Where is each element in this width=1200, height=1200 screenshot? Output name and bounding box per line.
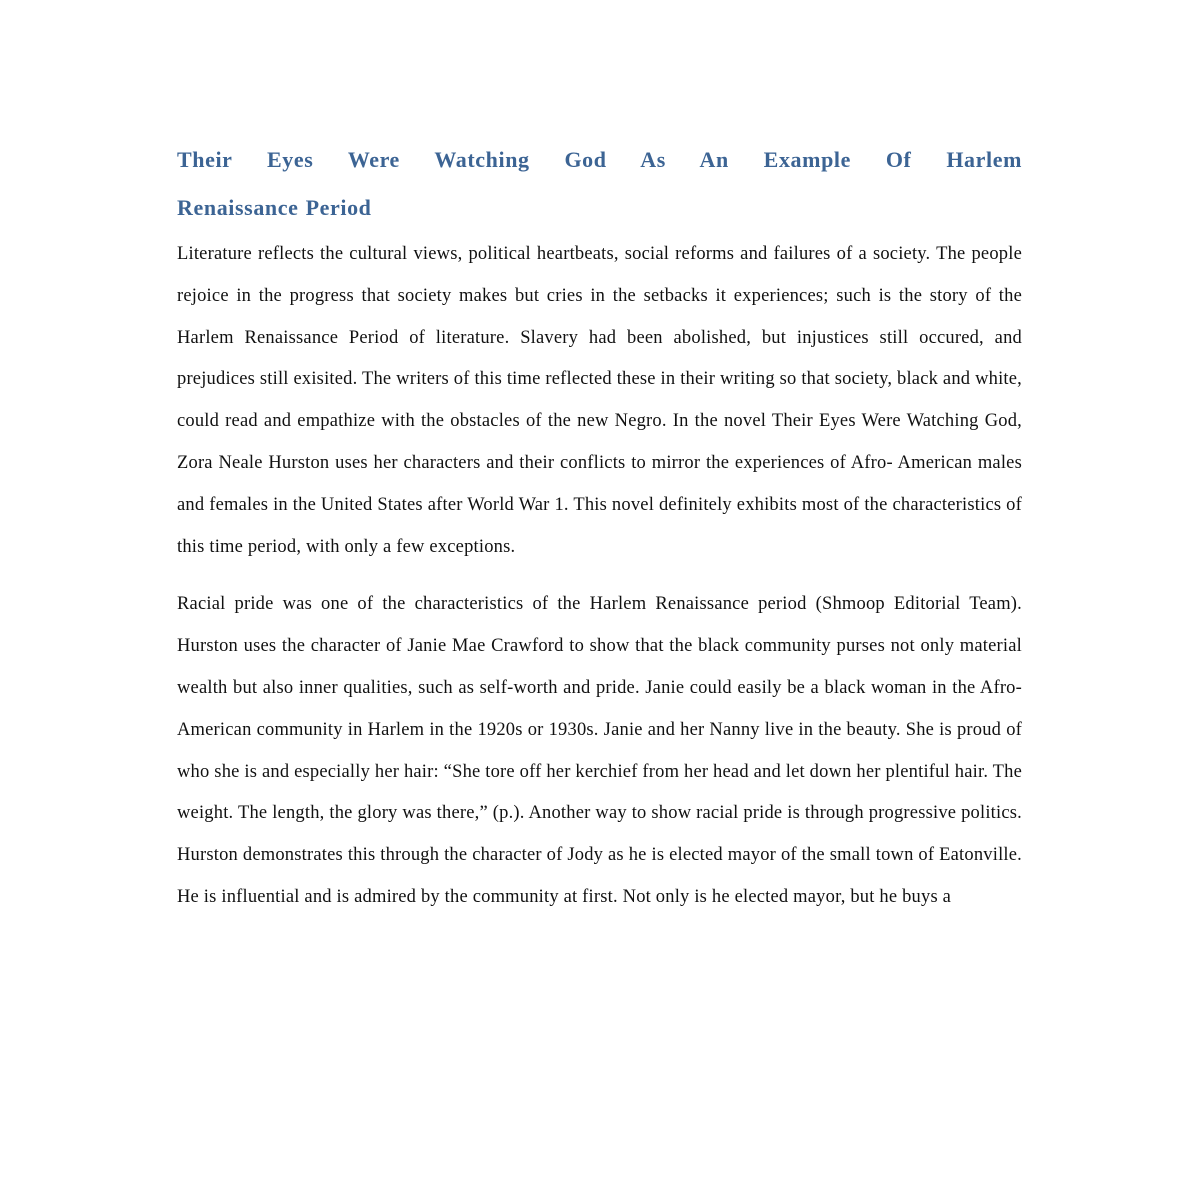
document-title-line-2: Renaissance Period [177, 195, 372, 220]
document-body [177, 136, 1022, 919]
document-title [177, 136, 1022, 232]
paragraph-introduction: Literature reflects the cultural views, political heartbeats, social reforms and failures of a society. The people rejoice in the progress that society makes but cries in the setbacks it experiences; such is the story of the Harlem Renaissance Period of literature. Slavery had been abolished, but injustices still occured, and prejudices still exisited. The writers of this time reflected these in their writing so that society, black and white, could read and empathize with the obstacles of the new Negro. In the novel Their Eyes Were Watching God, Zora Neale Hurston uses her characters and their conflicts to mirror the experiences of Afro- American males and females in the United States after World War 1. This novel definitely exhibits most of the characteristics of this time period, with only a few exceptions. [177, 244, 1022, 557]
document-title-line-1: Their Eyes Were Watching God As An Example Of Harlem [177, 147, 1022, 172]
paragraph-racial-pride: Racial pride was one of the characteristics of the Harlem Renaissance period (Shmoop Editorial Team). Hurston uses the character of Janie Mae Crawford to show that the black community purses not only material wealth but also inner qualities, such as self-worth and pride. Janie could easily be a black woman in the Afro-American community in Harlem in the 1920s or 1930s. Janie and her Nanny live in the beauty. She is proud of who she is and especially her hair: “She tore off her kerchief from her head and let down her plentiful hair. The weight. The length, the glory was there,” (p.). Another way to show racial pride is through progressive politics. Hurston demonstrates this through the character of Jody as he is elected mayor of the small town of Eatonville. He is influential and is admired by the community at first. Not only is he elected mayor, but he buys a [177, 594, 1022, 907]
